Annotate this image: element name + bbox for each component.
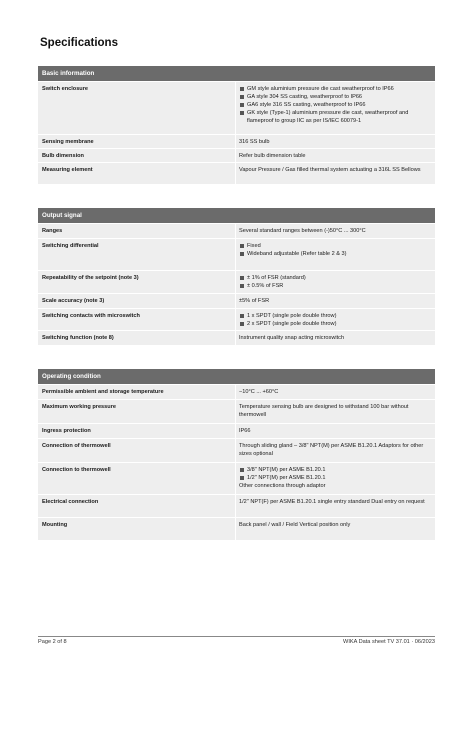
row-label: Connection of thermowell — [42, 443, 111, 449]
page-footer — [38, 636, 435, 645]
section-output-signal — [38, 208, 435, 345]
row-value: Refer bulb dimension table — [235, 149, 435, 162]
row-label: Connection to thermowell — [42, 467, 111, 473]
row-label: Switching function (note 8) — [42, 335, 114, 341]
list-item: ± 1% of FSR (standard) — [239, 274, 431, 282]
list-item: 3/8" NPT(M) per ASME B1.20.1 — [239, 466, 431, 474]
row-label: Measuring element — [42, 167, 93, 173]
row-label: Bulb dimension — [42, 153, 84, 159]
row-label: Ingress protection — [42, 428, 91, 434]
row-label: Switch enclosure — [42, 86, 89, 92]
page-number: Page 2 of 8 — [38, 639, 67, 645]
row-value: ±5% of FSR — [235, 294, 435, 308]
list-item: 1/2" NPT(M) per ASME B1.20.1 — [239, 474, 431, 482]
list-item: GM style aluminium pressure die cast weatherproof to IP66 — [239, 85, 431, 93]
row-label: Electrical connection — [42, 499, 99, 505]
list-item: GA6 style 316 SS casting, weatherproof to IP66 — [239, 101, 431, 109]
list-item: Fixed — [239, 242, 431, 250]
list-item: 1 x SPDT (single pole double throw) — [239, 312, 431, 320]
table-row — [38, 238, 435, 270]
table-row — [38, 462, 435, 494]
table-row — [38, 438, 435, 462]
row-value: Several standard ranges between (-)50°C ... 300°C — [235, 224, 435, 238]
row-value — [235, 239, 435, 270]
section-operating-condition — [38, 369, 435, 540]
section-heading: Basic information — [38, 66, 435, 81]
list-item: GK style (Type-1) aluminium pressure die cast, weatherproof and flameproof to group IIC as per IS/IEC 60079-1 — [239, 109, 431, 125]
page-title: Specifications — [40, 37, 118, 49]
row-value: Instrument quality snap acting microswitch — [235, 331, 435, 345]
row-value: Back panel / wall / Field Vertical position only — [235, 518, 435, 540]
table-row — [38, 308, 435, 330]
row-value: 316 SS bulb — [235, 135, 435, 148]
table-row — [38, 517, 435, 540]
row-label: Repeatability of the setpoint (note 3) — [42, 275, 139, 281]
list-item: 2 x SPDT (single pole double throw) — [239, 320, 431, 328]
section-heading: Output signal — [38, 208, 435, 223]
section-heading: Operating condition — [38, 369, 435, 384]
row-value: −10°C ... +60°C — [235, 385, 435, 399]
table-row — [38, 148, 435, 162]
table-row — [38, 223, 435, 238]
list-item: Wideband adjustable (Refer table 2 & 3) — [239, 250, 431, 258]
row-label: Switching contacts with microswitch — [42, 313, 140, 319]
table-row — [38, 399, 435, 423]
row-label: Sensing membrane — [42, 139, 94, 145]
list-item: ± 0.5% of FSR — [239, 282, 431, 290]
row-value: Through sliding gland – 3/8" NPT(M) per ASME B1.20.1 Adaptors for other sizes optional — [235, 439, 435, 462]
row-value — [235, 271, 435, 293]
row-label: Maximum working pressure — [42, 404, 116, 410]
table-row — [38, 81, 435, 134]
table-row — [38, 423, 435, 438]
list-item: GA style 304 SS casting, weatherproof to IP66 — [239, 93, 431, 101]
table-row — [38, 134, 435, 148]
document-reference: WIKA Data sheet TV 37.01 · 06/2023 — [343, 639, 435, 645]
table-row — [38, 270, 435, 293]
section-basic-information — [38, 66, 435, 184]
row-value: IP66 — [235, 424, 435, 438]
row-label: Switching differential — [42, 243, 99, 249]
row-label: Scale accuracy (note 3) — [42, 298, 105, 304]
row-label: Permissible ambient and storage temperature — [42, 389, 164, 395]
table-row — [38, 293, 435, 308]
table-row — [38, 162, 435, 184]
row-value: Vapour Pressure / Gas filled thermal system actuating a 316L SS Bellows — [235, 163, 435, 184]
row-label: Ranges — [42, 228, 63, 234]
table-row — [38, 384, 435, 399]
row-value: 1/2" NPT(F) per ASME B1.20.1 single entry standard Dual entry on request — [235, 495, 435, 517]
row-value — [235, 309, 435, 330]
table-row — [38, 494, 435, 517]
row-value: Temperature sensing bulb are designed to withstand 100 bar without thermowell — [235, 400, 435, 423]
row-label: Mounting — [42, 522, 68, 528]
row-value — [235, 463, 435, 494]
row-note: Other connections through adaptor — [239, 483, 326, 489]
table-row — [38, 330, 435, 345]
row-value — [235, 82, 435, 134]
